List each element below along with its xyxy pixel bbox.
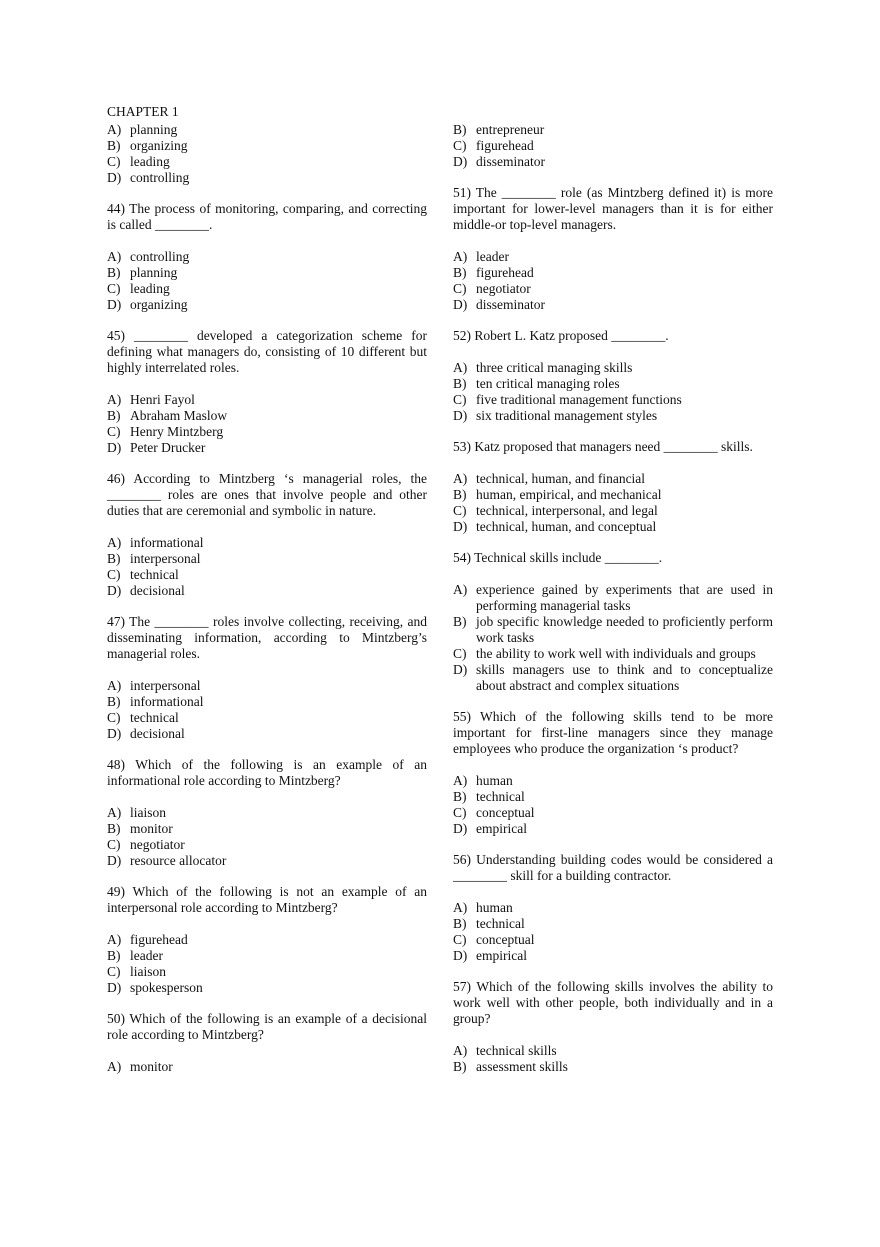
question-47-options (107, 678, 427, 742)
question-57: 57) Which of the following skills involves the ability to work well with other people, both individually and in a group? (453, 979, 773, 1026)
question-44: 44) The process of monitoring, comparing, and correcting is called ________. (107, 201, 427, 232)
option: C) technical (107, 710, 179, 725)
question-47: 47) The ________ roles involve collecting, receiving, and disseminating information, according to Mintzberg’s managerial roles. (107, 614, 427, 661)
option: D) controlling (107, 170, 190, 185)
question-49: 49) Which of the following is not an example of an interpersonal role according to Mintzberg? (107, 884, 427, 915)
question-48: 48) Which of the following is an example of an informational role according to Mintzberg? (107, 757, 427, 788)
lead-options (453, 122, 773, 170)
option: A) informational (107, 535, 204, 550)
question-46: 46) According to Mintzberg ‘s managerial roles, the ________ roles are ones that involve people and other duties that are ceremonial and symbolic in nature. (107, 471, 427, 518)
option: A) technical, human, and financial (453, 471, 646, 486)
option: D) resource allocator (107, 853, 227, 868)
question-53-options (453, 471, 773, 535)
option: C) technical, interpersonal, and legal (453, 503, 658, 518)
option: D) skills managers use to think and to conceptualize about abstract and complex situations (453, 662, 773, 693)
question-48-options (107, 805, 427, 869)
option: D) Peter Drucker (107, 440, 206, 455)
question-52-options (453, 360, 773, 424)
option: D) disseminator (453, 154, 545, 169)
question-46-options (107, 535, 427, 599)
option: C) conceptual (453, 805, 535, 820)
option: C) leading (107, 281, 170, 296)
option: D) disseminator (453, 297, 545, 312)
option: A) human (453, 773, 513, 788)
option: C) Henry Mintzberg (107, 424, 224, 439)
option: C) negotiator (453, 281, 531, 296)
question-53: 53) Katz proposed that managers need ________ skills. (453, 439, 753, 454)
question-55: 55) Which of the following skills tend to be more important for first-line managers since they manage employees who produce the organization ‘s product? (453, 709, 773, 756)
question-56-options (453, 900, 773, 964)
question-51-options (453, 249, 773, 313)
question-56: 56) Understanding building codes would be considered a ________ skill for a building contractor. (453, 852, 773, 883)
question-45-options (107, 392, 427, 456)
question-50: 50) Which of the following is an example of a decisional role according to Mintzberg? (107, 1011, 427, 1042)
question-52: 52) Robert L. Katz proposed ________. (453, 328, 669, 343)
option: C) conceptual (453, 932, 535, 947)
option: C) figurehead (453, 138, 534, 153)
option: C) technical (107, 567, 179, 582)
option: A) liaison (107, 805, 166, 820)
question-50-options (107, 1059, 427, 1075)
option: B) leader (107, 948, 163, 963)
option: D) empirical (453, 821, 527, 836)
question-54-options (453, 582, 773, 694)
option: B) technical (453, 789, 525, 804)
option: B) organizing (107, 138, 188, 153)
option: D) decisional (107, 583, 185, 598)
option: D) decisional (107, 726, 185, 741)
option: B) informational (107, 694, 204, 709)
option: A) monitor (107, 1059, 173, 1074)
question-51: 51) The ________ role (as Mintzberg defined it) is more important for lower-level managers than it is for either middle-or top-level managers. (453, 185, 773, 232)
question-55-options (453, 773, 773, 837)
option: A) experience gained by experiments that are used in performing managerial tasks (453, 582, 773, 613)
option: B) job specific knowledge needed to proficiently perform work tasks (453, 614, 773, 645)
option: D) empirical (453, 948, 527, 963)
option: C) five traditional management functions (453, 392, 682, 407)
option: A) human (453, 900, 513, 915)
option: D) technical, human, and conceptual (453, 519, 657, 534)
option: B) technical (453, 916, 525, 931)
option: A) Henri Fayol (107, 392, 195, 407)
chapter-heading: CHAPTER 1 (107, 104, 179, 119)
option: C) liaison (107, 964, 166, 979)
option: B) Abraham Maslow (107, 408, 228, 423)
option: B) human, empirical, and mechanical (453, 487, 662, 502)
right-column (453, 104, 773, 1075)
option: B) figurehead (453, 265, 534, 280)
option: B) interpersonal (107, 551, 201, 566)
option: B) ten critical managing roles (453, 376, 620, 391)
option: B) assessment skills (453, 1059, 568, 1074)
question-45: 45) ________ developed a categorization scheme for defining what managers do, consisting of 10 different but highly interrelated roles. (107, 328, 427, 375)
option: A) three critical managing skills (453, 360, 633, 375)
option: A) planning (107, 122, 178, 137)
option: B) monitor (107, 821, 173, 836)
option: A) leader (453, 249, 509, 264)
option: A) controlling (107, 249, 190, 264)
option: A) figurehead (107, 932, 188, 947)
question-57-options (453, 1043, 773, 1075)
option: C) leading (107, 154, 170, 169)
lead-options (107, 122, 427, 186)
question-44-options (107, 249, 427, 313)
question-49-options (107, 932, 427, 996)
left-column (107, 104, 427, 1075)
option: B) entrepreneur (453, 122, 545, 137)
option: C) the ability to work well with individuals and groups (453, 646, 756, 661)
option: A) technical skills (453, 1043, 557, 1058)
option: A) interpersonal (107, 678, 201, 693)
option: D) six traditional management styles (453, 408, 658, 423)
option: D) spokesperson (107, 980, 203, 995)
option: C) negotiator (107, 837, 185, 852)
option: B) planning (107, 265, 178, 280)
question-54: 54) Technical skills include ________. (453, 550, 663, 565)
option: D) organizing (107, 297, 188, 312)
